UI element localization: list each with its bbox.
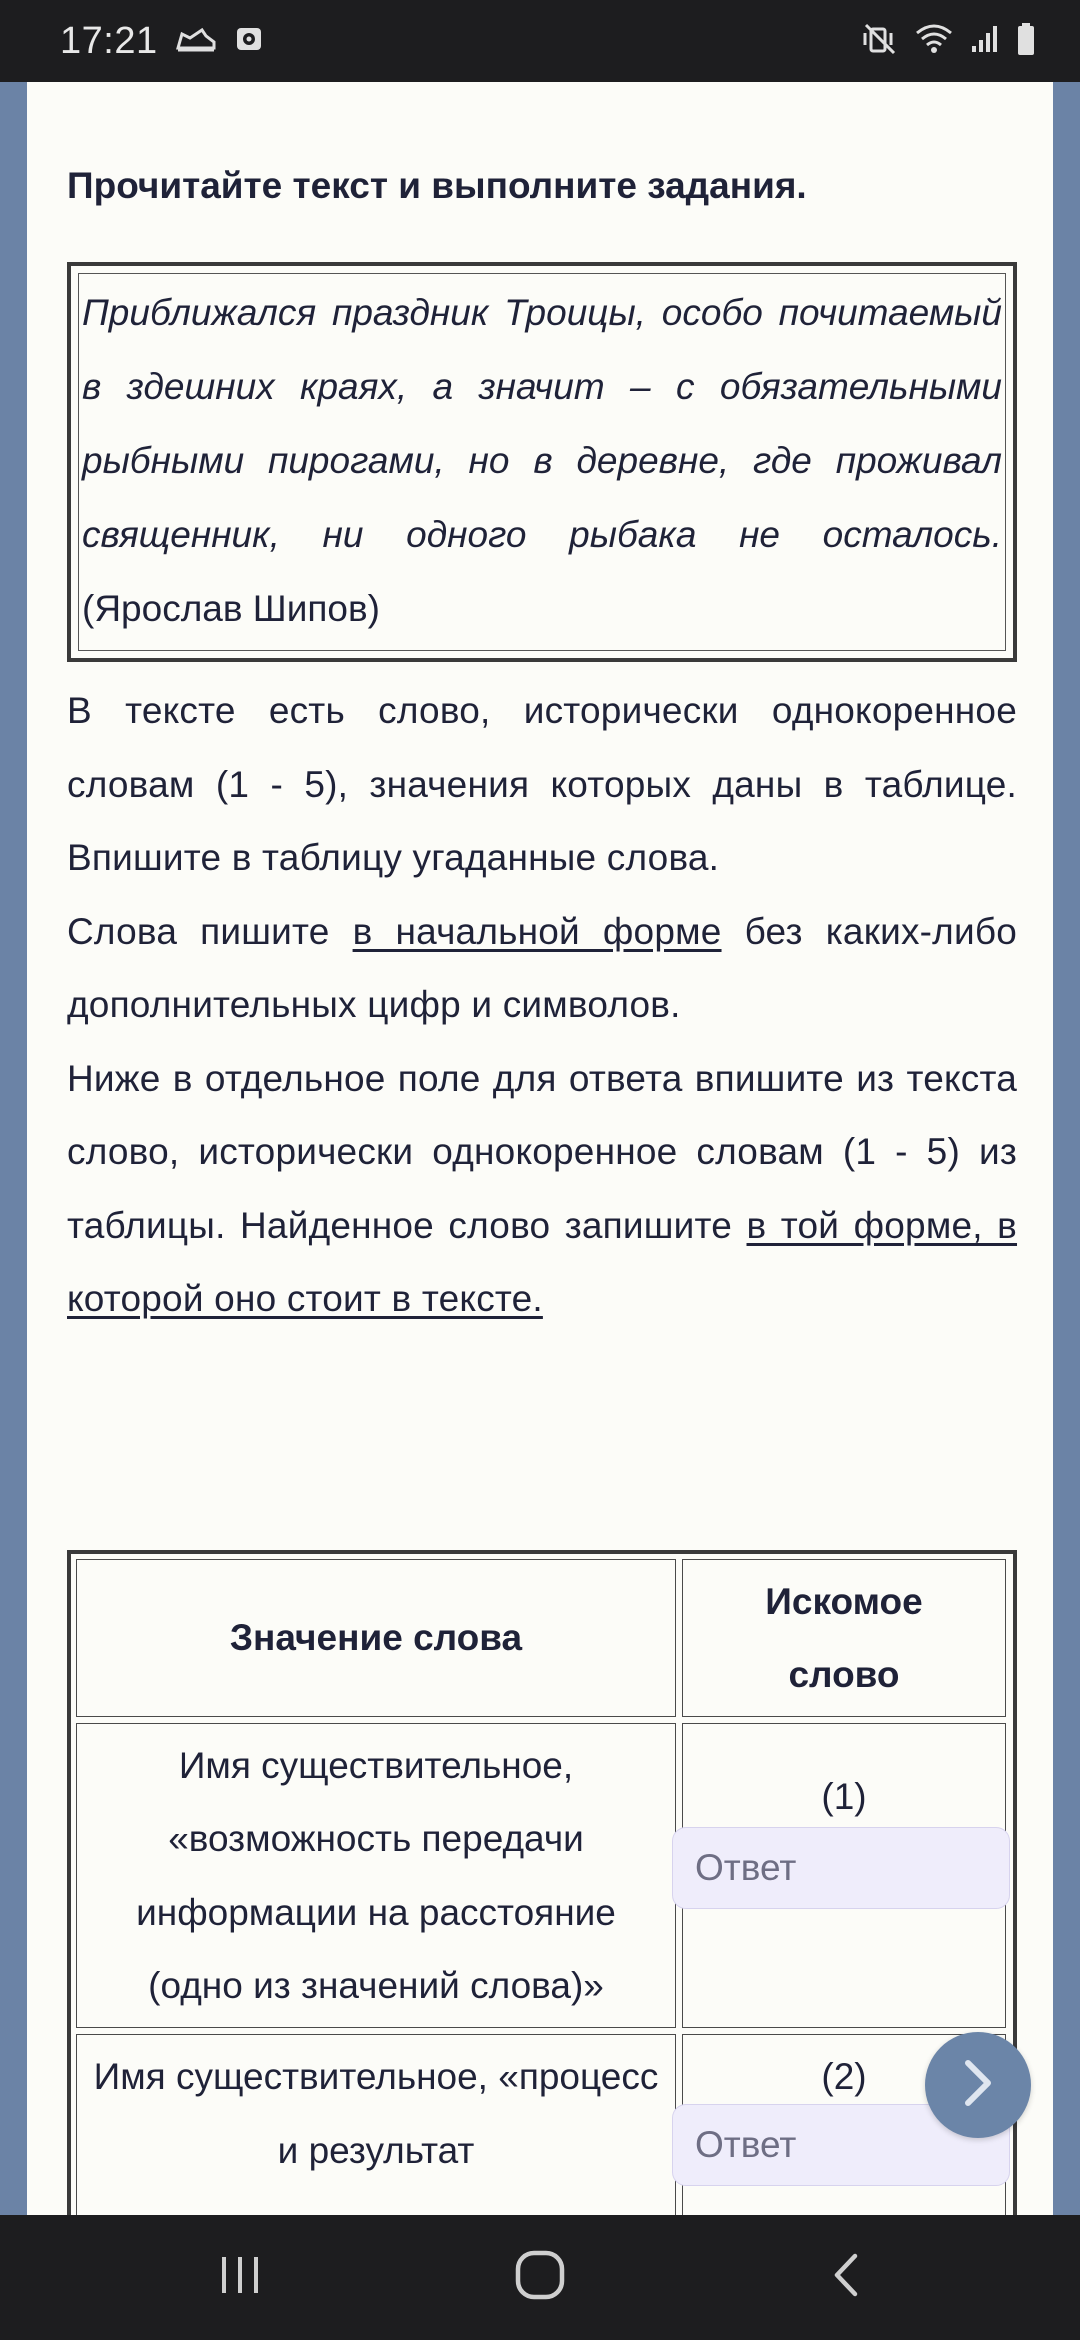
quote-box bbox=[67, 262, 1017, 662]
navigation-bar bbox=[0, 2215, 1080, 2340]
signal-icon bbox=[970, 24, 1000, 59]
quote-inner-frame bbox=[78, 273, 1006, 651]
task-p3-before: Ниже в отдельное поле для ответа впишите из текста слово, исторически однокоренное словам (1 - 5) из таблицы. Найденное слово запишите bbox=[67, 1057, 1017, 1246]
table-row-1-meaning bbox=[76, 1723, 676, 2028]
wifi-icon bbox=[914, 23, 954, 60]
header-meaning-text: Значение слова bbox=[229, 1617, 523, 1659]
row-2-meaning-text: Имя существительное, «процесс и результат bbox=[93, 2056, 659, 2171]
home-button[interactable] bbox=[480, 2215, 600, 2340]
shoe-icon bbox=[176, 24, 216, 59]
content-sheet bbox=[27, 82, 1053, 2215]
answer-table bbox=[67, 1550, 1017, 2215]
quote-italic-text: Приближался праздник Троицы, особо почитаемый в здешних краях, а значит – с обязательными рыбными пирогами, но в деревне, где проживал священник, ни одного рыбака не осталось. bbox=[82, 292, 1002, 555]
table-header-meaning bbox=[76, 1559, 676, 1717]
task-p2-after: без каких-либо дополнительных цифр и символов. bbox=[67, 910, 1017, 1025]
answer-input-1[interactable] bbox=[672, 1827, 1010, 1909]
recent-apps-icon bbox=[216, 2253, 264, 2302]
status-bar bbox=[0, 0, 1080, 82]
task-paragraph-1: В тексте есть слово, исторически однокоренное словам (1 - 5), значения которых даны в таблице. Впишите в таблицу угаданные слова. bbox=[67, 690, 1017, 878]
page-heading: Прочитайте текст и выполните задания. bbox=[67, 165, 807, 206]
quote-text bbox=[82, 274, 1002, 646]
battery-icon bbox=[1016, 22, 1036, 61]
task-instructions bbox=[67, 674, 1017, 1336]
status-time: 17:21 bbox=[60, 19, 158, 62]
task-paragraph-3 bbox=[67, 1042, 1017, 1336]
task-paragraph-2 bbox=[67, 895, 1017, 1042]
back-button[interactable] bbox=[785, 2215, 905, 2340]
task-p2-underlined: в начальной форме bbox=[352, 910, 722, 952]
row-2-number: (2) bbox=[821, 2056, 867, 2097]
home-icon bbox=[513, 2248, 567, 2307]
recent-apps-button[interactable] bbox=[180, 2215, 300, 2340]
table-row-2-meaning bbox=[76, 2034, 676, 2215]
chevron-right-icon bbox=[956, 2057, 1000, 2114]
header-word-text: Искомое слово bbox=[765, 1580, 923, 1695]
task-p2-before: Слова пишите bbox=[67, 910, 353, 952]
back-icon bbox=[827, 2250, 863, 2305]
mute-vibrate-icon bbox=[862, 23, 898, 60]
task-p3-underlined: в той форме, в которой оно стоит в тексте. bbox=[67, 1204, 1018, 1319]
quote-author: (Ярослав Шипов) bbox=[82, 588, 380, 629]
row-1-number: (1) bbox=[821, 1776, 867, 1817]
next-button[interactable] bbox=[925, 2032, 1031, 2138]
table-header-word bbox=[682, 1559, 1006, 1717]
row-1-meaning-text: Имя существительное, «возможность передачи информации на расстояние (одно из значений слова)» bbox=[136, 1744, 616, 2006]
media-icon bbox=[234, 24, 264, 59]
